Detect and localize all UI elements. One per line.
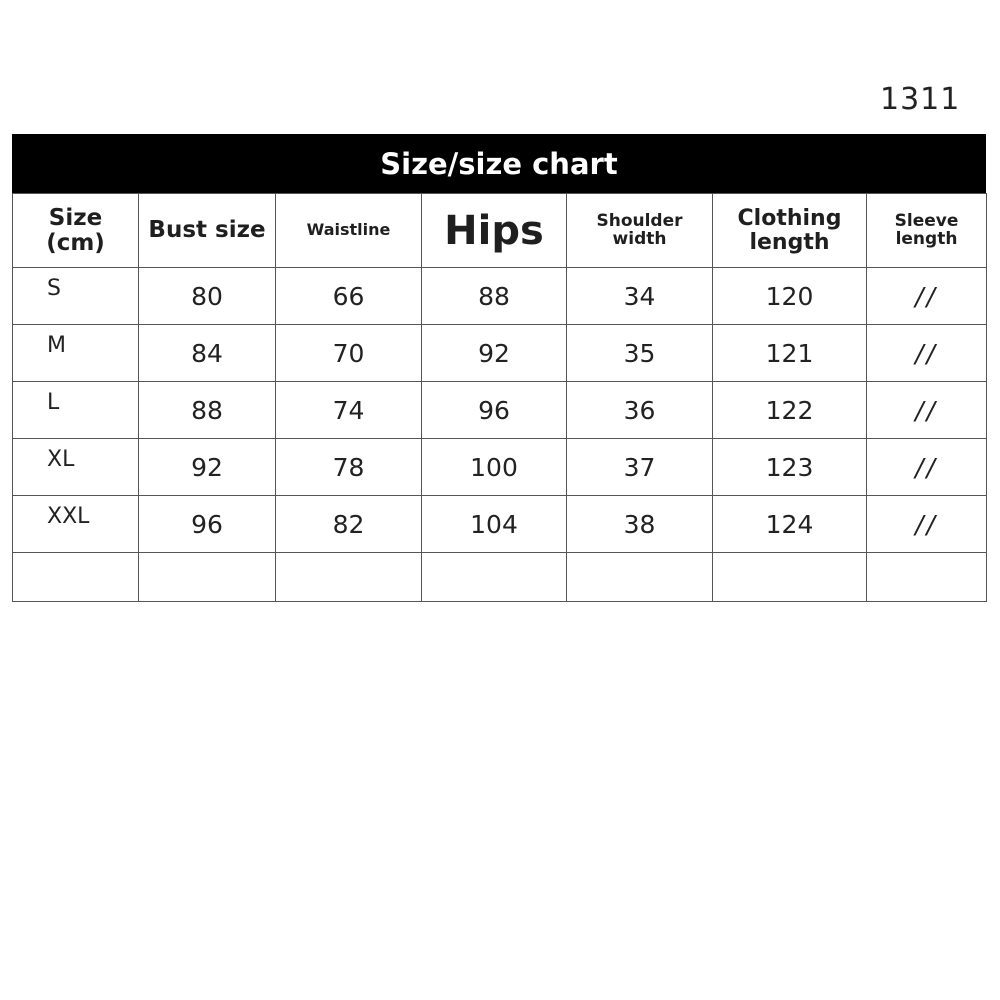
cell-empty xyxy=(139,553,276,602)
cell-waist: 70 xyxy=(276,325,422,382)
cell-shoulder: 35 xyxy=(567,325,713,382)
table-row xyxy=(13,382,987,439)
cell-empty xyxy=(567,553,713,602)
cell-sleeve: // xyxy=(867,325,987,382)
cell-waist: 66 xyxy=(276,268,422,325)
cell-sleeve: // xyxy=(867,439,987,496)
cell-empty xyxy=(713,553,867,602)
cell-waist: 78 xyxy=(276,439,422,496)
header-size-label: Size xyxy=(48,205,103,232)
cell-hips: 88 xyxy=(422,268,567,325)
table-row xyxy=(13,439,987,496)
cell-size: M xyxy=(13,325,139,382)
table-row-empty xyxy=(13,553,987,602)
cell-bust: 80 xyxy=(139,268,276,325)
header-clothing xyxy=(713,194,867,268)
table-header-row xyxy=(13,194,987,268)
cell-sleeve: // xyxy=(867,382,987,439)
header-waist: Waistline xyxy=(276,194,422,268)
cell-size: S xyxy=(13,268,139,325)
cell-clothing: 121 xyxy=(713,325,867,382)
cell-size: XL xyxy=(13,439,139,496)
cell-sleeve: // xyxy=(867,496,987,553)
header-clothing-line1: Clothing xyxy=(737,206,842,232)
header-size xyxy=(13,194,139,268)
cell-shoulder: 38 xyxy=(567,496,713,553)
header-bust: Bust size xyxy=(139,194,276,268)
header-sleeve xyxy=(867,194,987,268)
chart-title: Size/size chart xyxy=(380,146,618,181)
table-row xyxy=(13,325,987,382)
header-clothing-line2: length xyxy=(749,229,830,255)
cell-waist: 74 xyxy=(276,382,422,439)
cell-size: XXL xyxy=(13,496,139,553)
header-shoulder-line1: Shoulder xyxy=(596,210,683,231)
cell-hips: 96 xyxy=(422,382,567,439)
size-table xyxy=(12,193,987,602)
cell-clothing: 123 xyxy=(713,439,867,496)
cell-clothing: 124 xyxy=(713,496,867,553)
cell-shoulder: 34 xyxy=(567,268,713,325)
cell-empty xyxy=(276,553,422,602)
cell-empty xyxy=(13,553,139,602)
table-row xyxy=(13,496,987,553)
cell-hips: 92 xyxy=(422,325,567,382)
cell-hips: 100 xyxy=(422,439,567,496)
cell-clothing: 120 xyxy=(713,268,867,325)
cell-bust: 84 xyxy=(139,325,276,382)
header-sleeve-line1: Sleeve xyxy=(894,210,959,231)
cell-empty xyxy=(422,553,567,602)
cell-bust: 92 xyxy=(139,439,276,496)
table-row xyxy=(13,268,987,325)
cell-clothing: 122 xyxy=(713,382,867,439)
header-shoulder-line2: width xyxy=(612,228,667,249)
header-size-unit: (cm) xyxy=(46,229,105,256)
cell-waist: 82 xyxy=(276,496,422,553)
cell-hips: 104 xyxy=(422,496,567,553)
cell-bust: 96 xyxy=(139,496,276,553)
cell-shoulder: 37 xyxy=(567,439,713,496)
cell-sleeve: // xyxy=(867,268,987,325)
cell-empty xyxy=(867,553,987,602)
cell-bust: 88 xyxy=(139,382,276,439)
cell-shoulder: 36 xyxy=(567,382,713,439)
header-hips: Hips xyxy=(422,194,567,268)
chart-title-bar xyxy=(12,134,986,193)
header-sleeve-line2: length xyxy=(895,228,958,249)
product-code: 1311 xyxy=(880,82,961,117)
cell-size: L xyxy=(13,382,139,439)
header-shoulder xyxy=(567,194,713,268)
